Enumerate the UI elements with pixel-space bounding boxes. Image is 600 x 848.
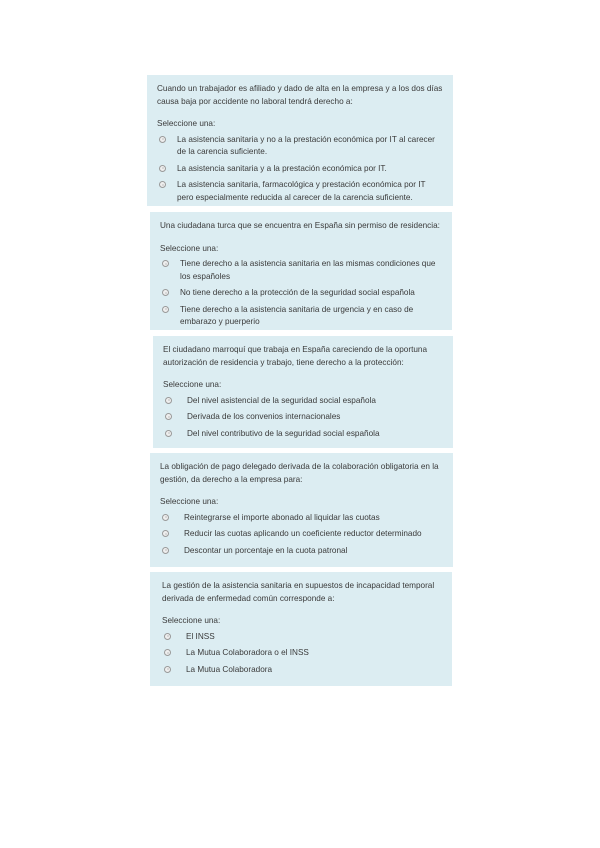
question-card-4 xyxy=(150,453,453,567)
answer-option[interactable] xyxy=(160,545,443,558)
answer-option[interactable] xyxy=(163,428,443,441)
radio-button-icon[interactable] xyxy=(162,530,169,537)
radio-button-icon[interactable] xyxy=(164,666,171,673)
answer-option[interactable] xyxy=(157,179,443,204)
radio-button-icon[interactable] xyxy=(162,260,169,267)
option-label: La asistencia sanitaria y a la prestación económica por IT. xyxy=(177,163,387,173)
radio-button-icon[interactable] xyxy=(162,547,169,554)
question-text: Cuando un trabajador es afiliado y dado de alta en la empresa y a los dos días causa baja por accidente no laboral tendrá derecho a: xyxy=(157,84,443,106)
radio-button-icon[interactable] xyxy=(164,649,171,656)
option-label: Tiene derecho a la asistencia sanitaria en las mismas condiciones que los españoles xyxy=(180,259,436,281)
answer-option[interactable] xyxy=(157,163,443,176)
select-label: Seleccione una: xyxy=(160,497,219,506)
radio-button-icon[interactable] xyxy=(165,397,172,404)
option-label: Reintegrarse el importe abonado al liquidar las cuotas xyxy=(184,512,380,522)
question-text: Una ciudadana turca que se encuentra en España sin permiso de residencia: xyxy=(160,221,440,230)
option-label: Tiene derecho a la asistencia sanitaria de urgencia y en caso de embarazo y puerperio xyxy=(180,304,414,326)
question-card-3 xyxy=(153,336,453,448)
select-label: Seleccione una: xyxy=(162,616,221,625)
option-label: Derivada de los convenios internacionales xyxy=(187,412,341,421)
option-label: La asistencia sanitaria y no a la prestación económica por IT al carecer de la carencia suficiente. xyxy=(177,134,435,156)
question-text: La gestión de la asistencia sanitaria en supuestos de incapacidad temporal derivada de enfermedad común corresponde a: xyxy=(162,581,435,603)
answer-option[interactable] xyxy=(160,287,442,300)
radio-button-icon[interactable] xyxy=(162,289,169,296)
radio-button-icon[interactable] xyxy=(165,413,172,420)
select-label: Seleccione una: xyxy=(157,119,216,128)
option-label: No tiene derecho a la protección de la seguridad social española xyxy=(180,288,415,297)
option-label: La asistencia sanitaria, farmacológica y prestación económica por IT pero especialmente reducida al carecer de la carencia suficiente. xyxy=(177,180,426,202)
option-label: Reducir las cuotas aplicando un coeficiente reductor determinado xyxy=(184,529,422,538)
radio-button-icon[interactable] xyxy=(159,181,166,188)
answer-option[interactable] xyxy=(163,411,443,424)
option-label: Del nivel contributivo de la seguridad social española xyxy=(187,428,380,438)
radio-button-icon[interactable] xyxy=(162,306,169,313)
select-label: Seleccione una: xyxy=(163,380,222,389)
option-label: La Mutua Colaboradora xyxy=(186,664,273,674)
answer-option[interactable] xyxy=(160,304,442,329)
question-card-2 xyxy=(150,212,452,330)
option-label: Descontar un porcentaje en la cuota patronal xyxy=(184,545,348,555)
radio-button-icon[interactable] xyxy=(159,165,166,172)
option-label: La Mutua Colaboradora o el INSS xyxy=(186,648,309,657)
answer-option[interactable] xyxy=(162,631,442,644)
radio-button-icon[interactable] xyxy=(162,514,169,521)
answer-option[interactable] xyxy=(160,258,442,283)
radio-button-icon[interactable] xyxy=(164,633,171,640)
question-text: La obligación de pago delegado derivada de la colaboración obligatoria en la gestión, da derecho a la empresa para: xyxy=(160,462,439,484)
radio-button-icon[interactable] xyxy=(159,136,166,143)
option-label: El INSS xyxy=(186,631,215,641)
answer-option[interactable] xyxy=(162,647,442,660)
answer-option[interactable] xyxy=(162,664,442,677)
option-label: Del nivel asistencial de la seguridad social española xyxy=(187,395,376,405)
question-text: El ciudadano marroquí que trabaja en España careciendo de la oportuna autorización de residencia y trabajo, tiene derecho a la protección: xyxy=(163,345,428,367)
answer-option[interactable] xyxy=(157,134,443,159)
answer-option[interactable] xyxy=(160,528,443,541)
radio-button-icon[interactable] xyxy=(165,430,172,437)
question-card-1 xyxy=(147,75,453,206)
answer-option[interactable] xyxy=(163,395,443,408)
answer-option[interactable] xyxy=(160,512,443,525)
question-card-5 xyxy=(150,572,452,686)
select-label: Seleccione una: xyxy=(160,243,219,253)
